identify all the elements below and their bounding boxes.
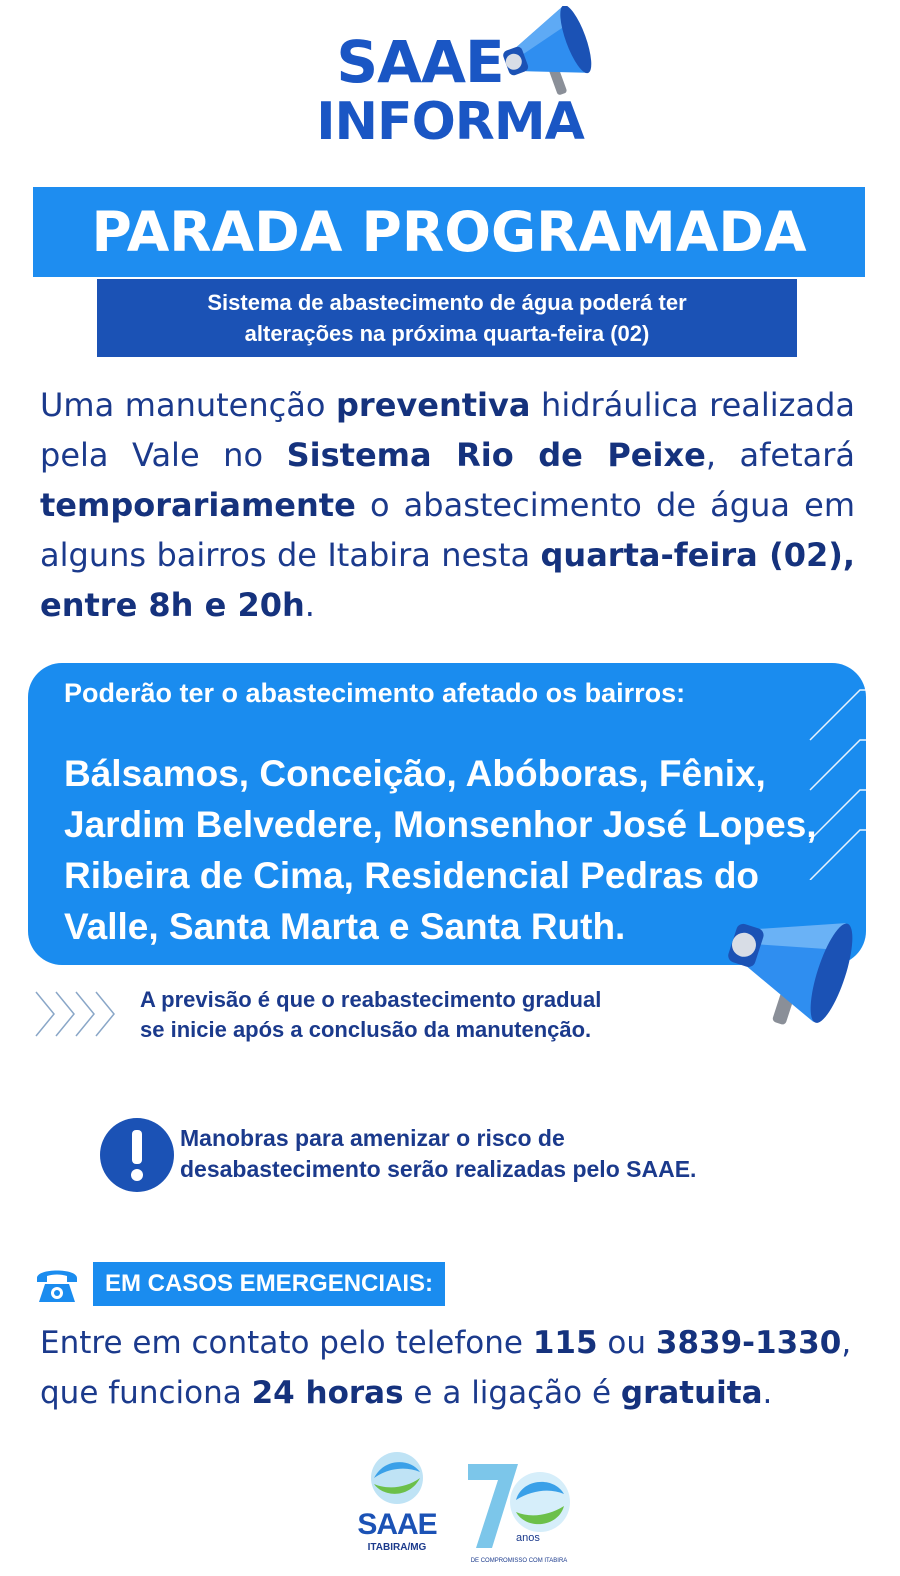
intro-text: Uma manutenção xyxy=(40,386,337,424)
intro-text: . xyxy=(304,586,315,624)
intro-text: hidráulica realizada pela Vale no xyxy=(40,386,856,474)
chevrons-icon xyxy=(32,988,128,1040)
intro-paragraph xyxy=(40,380,855,630)
manobras-line-2: desabastecimento serão realizadas pelo SAAE. xyxy=(180,1156,697,1182)
contact-text: e a ligação é xyxy=(403,1375,621,1411)
manobras-note xyxy=(180,1123,820,1185)
header-title-informa: INFORMA xyxy=(316,92,584,152)
intro-bold-date-time: quarta-feira (02), entre 8h e 20h xyxy=(40,536,856,624)
contact-bold-gratuita: gratuita xyxy=(620,1375,763,1411)
previsao-line-1: A previsão é que o reabastecimento gradual xyxy=(140,987,602,1012)
contact-text: . xyxy=(762,1375,773,1411)
bairros-list: Bálsamos, Conceição, Abóboras, Fênix, Jardim Belvedere, Monsenhor José Lopes, Ribeira de Cima, Residencial Pedras do Valle, Santa Marta e Santa Ruth. xyxy=(64,753,817,947)
saae-logo-name: SAAE xyxy=(357,1508,437,1541)
saae-logo xyxy=(344,1448,450,1558)
alert-icon xyxy=(98,1116,176,1194)
megaphone-icon xyxy=(500,6,600,106)
saae-logo-city: ITABIRA/MG xyxy=(367,1542,427,1553)
contact-text: Entre em contato pelo telefone xyxy=(40,1325,533,1361)
phone-number-main: 3839-1330 xyxy=(655,1325,842,1361)
intro-bold-temporariamente: temporariamente xyxy=(40,486,356,524)
previsao-note xyxy=(140,985,740,1045)
banner-parada-programada: PARADA PROGRAMADA xyxy=(33,187,865,277)
intro-bold-sistema: Sistema Rio de Peixe xyxy=(286,436,706,474)
intro-text: o abastecimento de água em alguns bairros de Itabira nesta xyxy=(40,486,855,574)
contact-paragraph xyxy=(40,1318,880,1418)
phone-number-115: 115 xyxy=(532,1325,598,1361)
emergency-label: EM CASOS EMERGENCIAIS: xyxy=(93,1262,445,1306)
intro-bold-preventiva: preventiva xyxy=(336,386,531,424)
subtitle-banner xyxy=(97,279,797,357)
subtitle-line-1: Sistema de abastecimento de água poderá ter xyxy=(207,290,687,315)
bairros-heading: Poderão ter o abastecimento afetado os bairros: xyxy=(64,678,686,708)
anniversary-subtitle: DE COMPROMISSO COM ITABIRA xyxy=(470,1558,568,1564)
megaphone-icon xyxy=(720,900,860,1030)
anniversary-anos: anos xyxy=(516,1532,540,1544)
contact-text: ou xyxy=(597,1325,656,1361)
intro-text: , afetará xyxy=(705,436,856,474)
manobras-line-1: Manobras para amenizar o risco de xyxy=(180,1125,565,1151)
phone-icon xyxy=(33,1262,81,1306)
subtitle-line-2: alterações na próxima quarta-feira (02) xyxy=(244,321,650,346)
saae-drop-icon xyxy=(344,1448,450,1508)
contact-text: , que funciona xyxy=(40,1325,852,1411)
contact-bold-24h: 24 horas xyxy=(251,1375,404,1411)
header-title-saae: SAAE xyxy=(336,28,504,96)
anniversary-logo xyxy=(462,1458,572,1568)
previsao-line-2: se inicie após a conclusão da manutenção. xyxy=(140,1017,592,1042)
